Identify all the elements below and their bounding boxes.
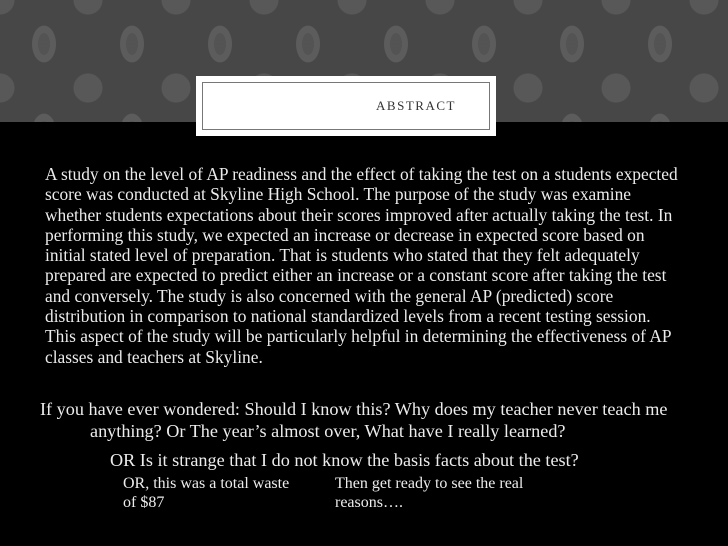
question-paragraph-2: OR Is it strange that I do not know the basis facts about the test? <box>110 450 579 470</box>
slide-title: ABSTRACT <box>376 98 456 113</box>
left-note: OR, this was a total waste of $87 <box>123 475 290 511</box>
title-box-inner-border <box>202 82 490 130</box>
right-note: Then get ready to see the real reasons…. <box>335 475 524 511</box>
abstract-paragraph: A study on the level of AP readiness and the effect of taking the test on a students expected score was conducted at Skyline High School. The purpose of the study was examine whether students expectations about their scores improved after actually taking the test. In performing this study, we expected an increase or decrease in expected score based on initial stated level of preparation. That is students who stated that they felt adequately prepared are expected to predict either an increase or a constant score after taking the test and conversely. The study is also concerned with the general AP (predicted) score distribution in comparison to national standardized levels from a recent testing session. This aspect of the study will be particularly helpful in determining the effectiveness of AP classes and teachers at Skyline. <box>45 164 678 367</box>
title-box <box>196 76 496 136</box>
question-paragraph-1: If you have ever wondered: Should I know this? Why does my teacher never teach me anything? Or The year’s almost over, What have I really learned? <box>40 399 668 441</box>
